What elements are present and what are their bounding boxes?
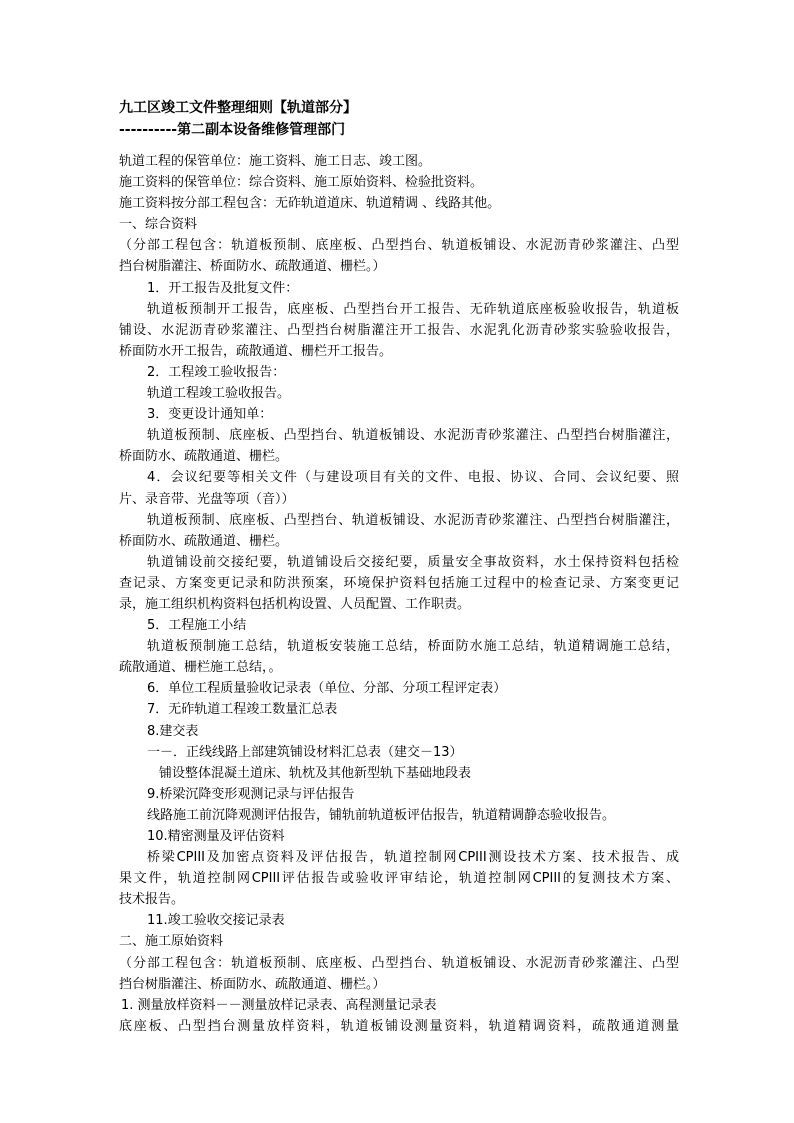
body-line: 二、施工原始资料 bbox=[119, 934, 224, 950]
body-line: 桥面防水、疏散通道、栅栏。 bbox=[119, 449, 289, 465]
body-line: 轨道工程的保管单位：施工资料、施工日志、竣工图。 bbox=[119, 154, 432, 169]
body-line: 1．开工报告及批复文件： bbox=[147, 280, 299, 296]
body-line: 6．单位工程质量验收记录表（单位、分部、分项工程评定表） bbox=[147, 681, 507, 697]
document-body bbox=[119, 151, 679, 1037]
body-line: 轨道工程竣工验收报告。 bbox=[147, 386, 291, 402]
body-line: 4．会议纪要等相关文件（与建设项目有关的文件、电报、协议、合同、会议纪要、照 bbox=[147, 470, 679, 486]
body-line: 桥面防水开工报告，疏散通道、栅栏开工报告。 bbox=[119, 343, 393, 359]
body-line: 5．工程施工小结 bbox=[147, 618, 247, 634]
body-line: 3．变更设计通知单： bbox=[147, 407, 273, 423]
body-line: 录，施工组织机构资料包括机构设置、人员配置、工作职责。 bbox=[119, 596, 471, 612]
body-line: 施工资料的保管单位：综合资料、施工原始资料、检验批资料。 bbox=[119, 175, 484, 191]
body-line: 一－．正线线路上部建筑铺设材料汇总表（建交－13） bbox=[147, 744, 463, 760]
body-line: 9.桥梁沉降变形观测记录与评估报告 bbox=[147, 786, 355, 802]
body-line: 疏散通道、栅栏施工总结，。 bbox=[119, 660, 282, 676]
body-line: （分部工程包含：轨道板预制、底座板、凸型挡台、轨道板铺设、水泥沥青砂浆灌注、凸型 bbox=[119, 955, 679, 971]
body-line: 铺设整体混凝土道床、轨枕及其他新型轨下基础地段表 bbox=[159, 765, 472, 781]
body-line: 轨道板预制施工总结，轨道板安装施工总结，桥面防水施工总结，轨道精调施工总结， bbox=[147, 639, 679, 655]
document-title: 九工区竣工文件整理细则【轨道部分】 bbox=[119, 100, 357, 116]
body-line: （分部工程包含：轨道板预制、底座板、凸型挡台、轨道板铺设、水泥沥青砂浆灌注、凸型 bbox=[119, 238, 679, 254]
body-line: 挡台树脂灌注、桥面防水、疏散通道、栅栏。） bbox=[119, 976, 386, 992]
body-line: 10.精密测量及评估资料 bbox=[147, 829, 285, 844]
body-line: 轨道板预制、底座板、凸型挡台、轨道板铺设、水泥沥青砂浆灌注、凸型挡台树脂灌注， bbox=[147, 512, 679, 528]
body-line: 底座板、凸型挡台测量放样资料，轨道板铺设测量资料，轨道精调资料，疏散通道测量 bbox=[119, 1018, 679, 1034]
body-line: 7．无砟轨道工程竣工数量汇总表 bbox=[147, 702, 338, 718]
body-line: 11.竣工验收交接记录表 bbox=[147, 913, 285, 929]
body-line: 线路施工前沉降观测评估报告，铺轨前轨道板评估报告，轨道精调静态验收报告。 bbox=[147, 807, 616, 823]
body-line: 查记录、方案变更记录和防洪预案，环境保护资料包括施工过程中的检查记录、方案变更记 bbox=[119, 575, 679, 591]
body-line: 挡台树脂灌注、桥面防水、疏散通道、栅栏。） bbox=[119, 259, 386, 275]
body-line: 果文件，轨道控制网CPIII评估报告或验收评审结论，轨道控制网CPIII的复测技术方案、 bbox=[119, 871, 679, 887]
body-line: 技术报告。 bbox=[119, 892, 185, 908]
body-line: 片、录音带、光盘等项（音）） bbox=[119, 491, 295, 507]
body-line: 轨道板预制、底座板、凸型挡台、轨道板铺设、水泥沥青砂浆灌注、凸型挡台树脂灌注， bbox=[147, 428, 679, 444]
body-line: 轨道铺设前交接纪要，轨道铺设后交接纪要，质量安全事故资料，水土保持资料包括检 bbox=[147, 554, 679, 570]
body-line: 铺设、水泥沥青砂浆灌注、凸型挡台树脂灌注开工报告、水泥乳化沥青砂浆实验验收报告， bbox=[119, 322, 679, 338]
body-line: 桥面防水、疏散通道、栅栏。 bbox=[119, 533, 289, 549]
body-line: 轨道板预制开工报告，底座板、凸型挡台开工报告、无砟轨道底座板验收报告，轨道板 bbox=[147, 301, 679, 317]
body-line: 1. 测量放样资料－－测量放样记录表、高程测量记录表 bbox=[121, 997, 437, 1013]
body-line: 一、综合资料 bbox=[119, 217, 198, 233]
document-subtitle: ----------第二副本设备维修管理部门 bbox=[119, 122, 346, 138]
body-line: 8.建交表 bbox=[147, 723, 199, 739]
body-line: 施工资料按分部工程包含：无砟轨道道床、轨道精调 、线路其他。 bbox=[119, 196, 501, 212]
body-line: 2．工程竣工验收报告： bbox=[147, 364, 286, 380]
body-line: 桥梁CPIII及加密点资料及评估报告，轨道控制网CPIII测设技术方案、技术报告、成 bbox=[147, 850, 679, 866]
